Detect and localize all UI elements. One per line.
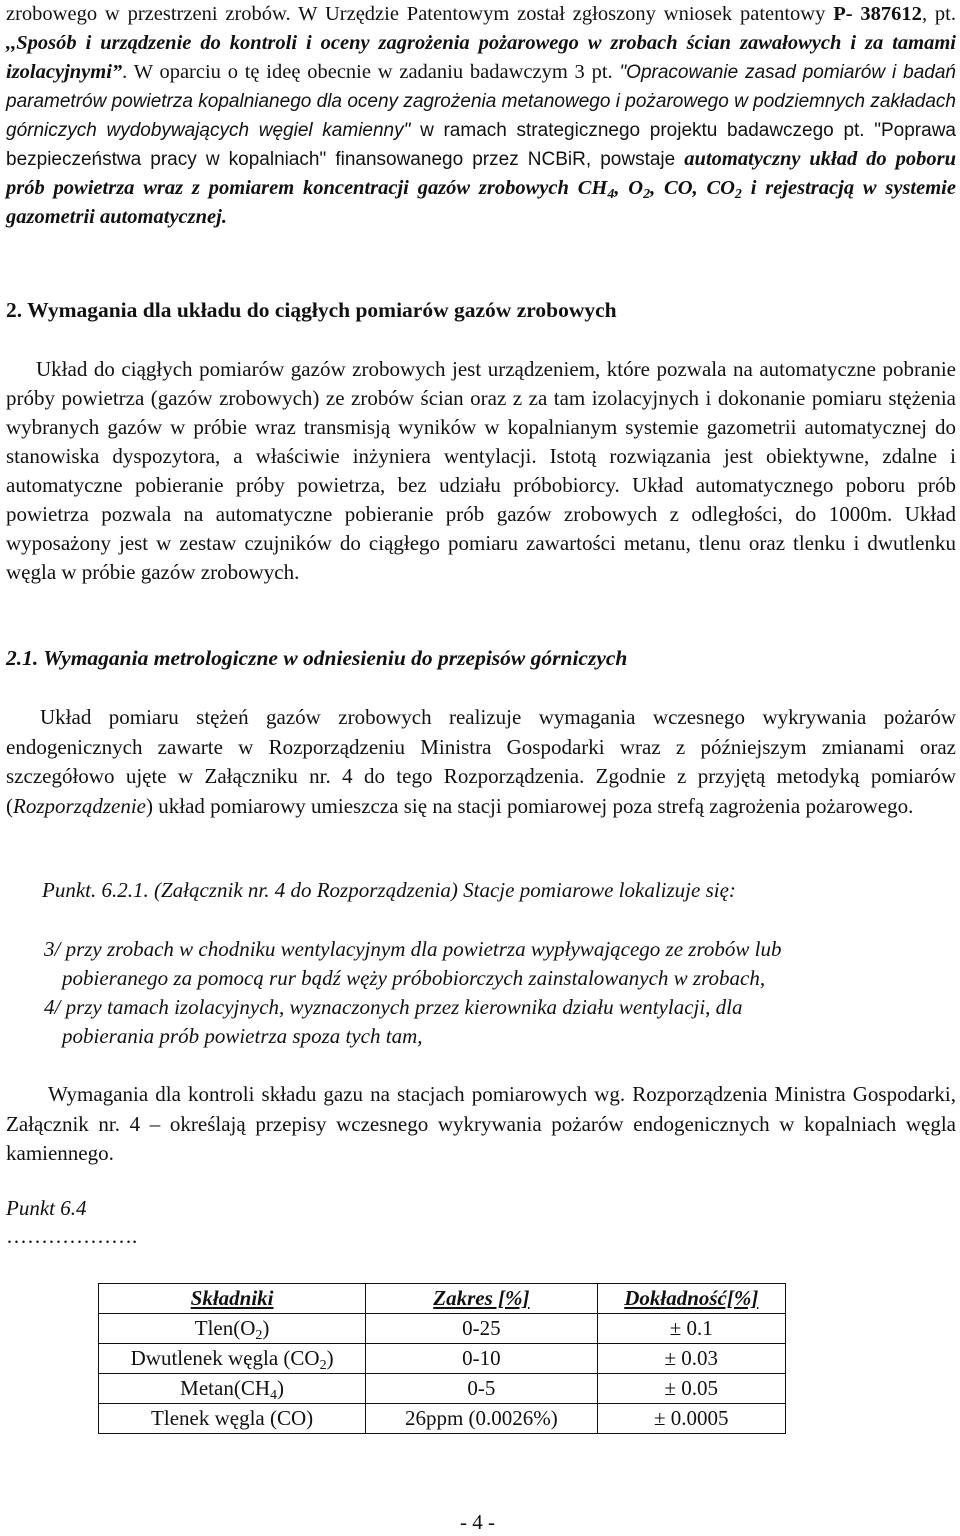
punkt-6-2-1: Punkt. 6.2.1. (Załącznik nr. 4 do Rozporządzenia) Stacje pomiarowe lokalizuje się: [42,878,736,902]
section-2-1-paragraph [6,703,956,821]
component-name: Tlen(O [194,1316,256,1340]
component-cell [99,1344,366,1374]
list-item [44,935,944,993]
component-cell [99,1374,366,1404]
list-item-line: 4/ przy tamach izolacyjnych, wyznaczonych przez kierownika działu wentylacji, dla [44,995,743,1019]
intro-text-a: zrobowego w przestrzeni zrobów. W Urzędzie Patentowym został zgłoszony wniosek patentowy [6,3,834,25]
accuracy-cell: ± 0.0005 [597,1404,785,1434]
component-cell [99,1314,366,1344]
component-subscript: 2 [319,1358,327,1373]
table-row [99,1344,786,1374]
section-2-1-heading: 2.1. Wymagania metrologiczne w odniesieniu do przepisów górniczych [6,646,628,670]
table-row [99,1374,786,1404]
range-cell: 26ppm (0.0026%) [366,1404,597,1434]
component-close: ) [262,1316,270,1340]
subscript-4: 4 [607,187,615,202]
accuracy-cell: ± 0.03 [597,1344,785,1374]
range-cell: 0-10 [366,1344,597,1374]
patent-title: ,,Sposób i urządzenie do kontroli i oceny zagrożenia pożarowego w zrobach ścian zawałowych i za tamami izolacyjnymi” [6,32,956,83]
intro-text-b: , pt. [921,3,956,25]
header-accuracy: Dokładność[%] [597,1284,785,1314]
component-name: Dwutlenek węgla (CO [130,1346,320,1370]
station-list [44,935,944,1051]
subscript-2b: 2 [734,187,742,202]
header-range: Zakres [%] [366,1284,597,1314]
component-close: ) [326,1346,334,1370]
section-2-paragraph: Układ do ciągłych pomiarów gazów zrobowych jest urządzeniem, które pozwala na automatyczne pobranie próby powietrza (gazów zrobowych) ze zrobów ścian oraz z za tam izolacyjnych i dokonanie pomiaru stężenia wybranych gazów w próbie wraz transmisją wyników w kopalnianym systemie gazometrii automatycznej do stanowiska dyspozytora, a właściwie inżyniera wentylacji. Istotą rozwiązania jest obiektywne, zdalne i automatyczne pobieranie próby powietrza, bez udziału próbobiorcy. Układ automatycznego poboru prób powietrza pozwala na automatyczne pobieranie prób gazów zrobowych z odległości, do 1000m. Układ wyposażony jest w zestaw czujników do ciągłego pomiaru zawartości metanu, tlenu oraz tlenku i dwutlenku węgla w próbie gazów zrobowych. [6,357,956,584]
intro-paragraph [6,0,956,232]
ellipsis-dots: ………………. [6,1224,138,1248]
list-item-line: pobierania prób powietrza spoza tych tam, [62,1024,423,1048]
patent-number: P- 387612 [833,3,922,25]
section-2-heading: 2. Wymagania dla układu do ciągłych pomiarów gazów zrobowych [6,298,617,322]
intro-text-c: . W oparciu o tę ideę obecnie w zadaniu badawczym 3 pt. [122,61,620,83]
paragraph-text-b: ) układ pomiarowy umieszcza się na stacji pomiarowej poza strefą zagrożenia pożarowego. [146,793,914,818]
paragraph-text-a: Układ pomiaru stężeń gazów zrobowych realizuje wymagania wczesnego wykrywania pożarów endogenicznych zawarte w Rozporządzeniu Ministra Gospodarki wraz z późniejszym zmianami oraz szczegółowo ujęte w Załączniku nr. 4 do tego Rozporządzenia. Zgodnie z przyjętą metodyką pomiarów ( [6,705,956,818]
list-item [44,993,944,1051]
component-name: Tlenek węgla (CO) [151,1406,314,1430]
component-subscript: 4 [270,1388,277,1403]
accuracy-cell: ± 0.1 [597,1314,785,1344]
component-close: ) [277,1376,284,1400]
intro-text-h: i rejestracją w systemie gazometrii automatycznej. [6,177,956,228]
table-header-row [99,1284,786,1314]
header-components: Składniki [99,1284,366,1314]
component-name: Metan(CH [180,1376,270,1400]
intro-text-d: w ramach strategicznego projektu badawczego pt. "Poprawa bezpieczeństwa pracy w kopalniach" finansowanego przez NCBiR, powstaje [6,120,956,170]
punkt-6-4: Punkt 6.4 [6,1196,87,1220]
project-title: "Opracowanie zasad pomiarów i badań parametrów powietrza kopalnianego dla oceny zagrożenia metanowego i pożarowego w podziemnych zakładach górniczych wydobywających węgiel kamienny" [6,62,956,141]
gas-parameters-table [98,1283,786,1434]
range-cell: 0-5 [366,1374,597,1404]
subscript-2: 2 [643,187,651,202]
paragraph-italic: Rozporządzenie [13,793,146,818]
component-subscript: 2 [255,1328,263,1343]
page-number: - 4 - [460,1510,495,1534]
range-cell: 0-25 [366,1314,597,1344]
table-row [99,1404,786,1434]
list-item-line: pobieranego za pomocą rur bądź węży próbobiorczych zainstalowanych w zrobach, [62,966,766,990]
intro-text-g: , CO, CO [650,177,735,199]
list-item-line: 3/ przy zrobach w chodniku wentylacyjnym dla powietrza wypływającego ze zrobów lub [44,937,782,961]
table-row [99,1314,786,1344]
intro-text-f: , O [614,177,644,199]
requirements-paragraph: Wymagania dla kontroli składu gazu na stacjach pomiarowych wg. Rozporządzenia Ministra Gospodarki, Załącznik nr. 4 – określają przepisy wczesnego wykrywania pożarów endogenicznych w kopalniach węgla kamiennego. [6,1082,956,1165]
intro-text-e: automatyczny układ do poboru prób powietrza wraz z pomiarem koncentracji gazów zrobowych CH [6,148,956,199]
component-cell [99,1404,366,1434]
accuracy-cell: ± 0.05 [597,1374,785,1404]
